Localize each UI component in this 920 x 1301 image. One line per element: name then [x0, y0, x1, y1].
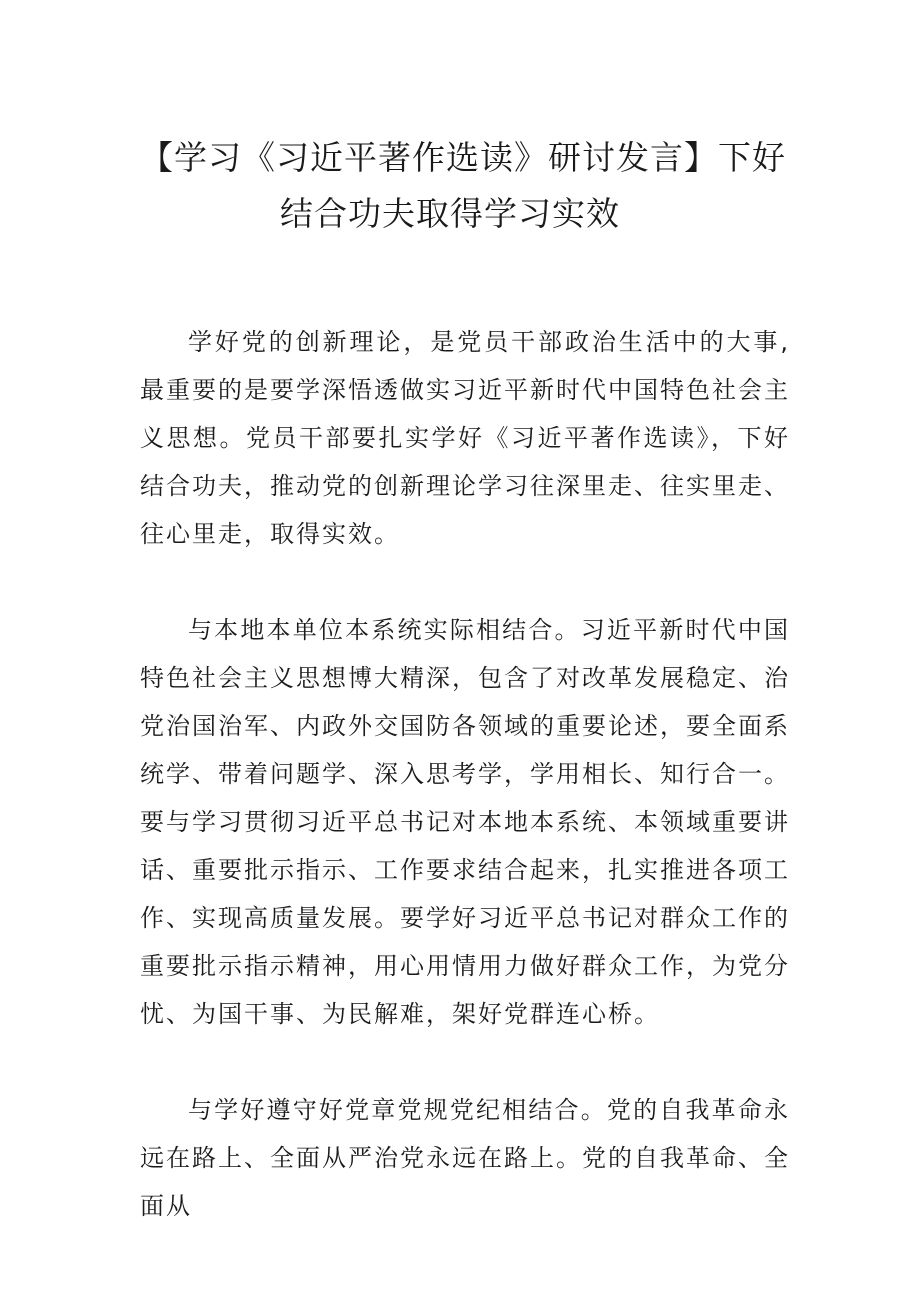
paragraph-local-practice: 与本地本单位本系统实际相结合。习近平新时代中国特色社会主义思想博大精深，包含了对改革发展稳定、治党治国治军、内政外交国防各领域的重要论述，要全面系统学、带着问题学、深入思考学，学用相长、知行合一。要与学习贯彻习近平总书记对本地本系统、本领域重要讲话、重要批示指示、工作要求结合起来，扎实推进各项工作、实现高质量发展。要学好习近平总书记对群众工作的重要批示指示精神，用心用情用力做好群众工作，为党分忧、为国干事、为民解难，架好党群连心桥。 [140, 616, 790, 1028]
paragraph-intro: 学好党的创新理论，是党员干部政治生活中的大事,最重要的是要学深悟透做实习近平新时代中国特色社会主义思想。党员干部要扎实学好《习近平著作选读》，下好结合功夫，推动党的创新理论学习往深里走、往实里走、往心里走，取得实效。 [140, 328, 790, 548]
title-line-2: 结合功夫取得学习实效 [280, 194, 620, 233]
document-body [140, 318, 790, 1278]
title-line-1: 【学习《习近平著作选读》研讨发言】下好 [140, 138, 786, 177]
document-title [140, 130, 790, 242]
paragraph-party-rules: 与学好遵守好党章党规党纪相结合。党的自我革命永远在路上、全面从严治党永远在路上。党的自我革命、全面从 [140, 1096, 790, 1220]
